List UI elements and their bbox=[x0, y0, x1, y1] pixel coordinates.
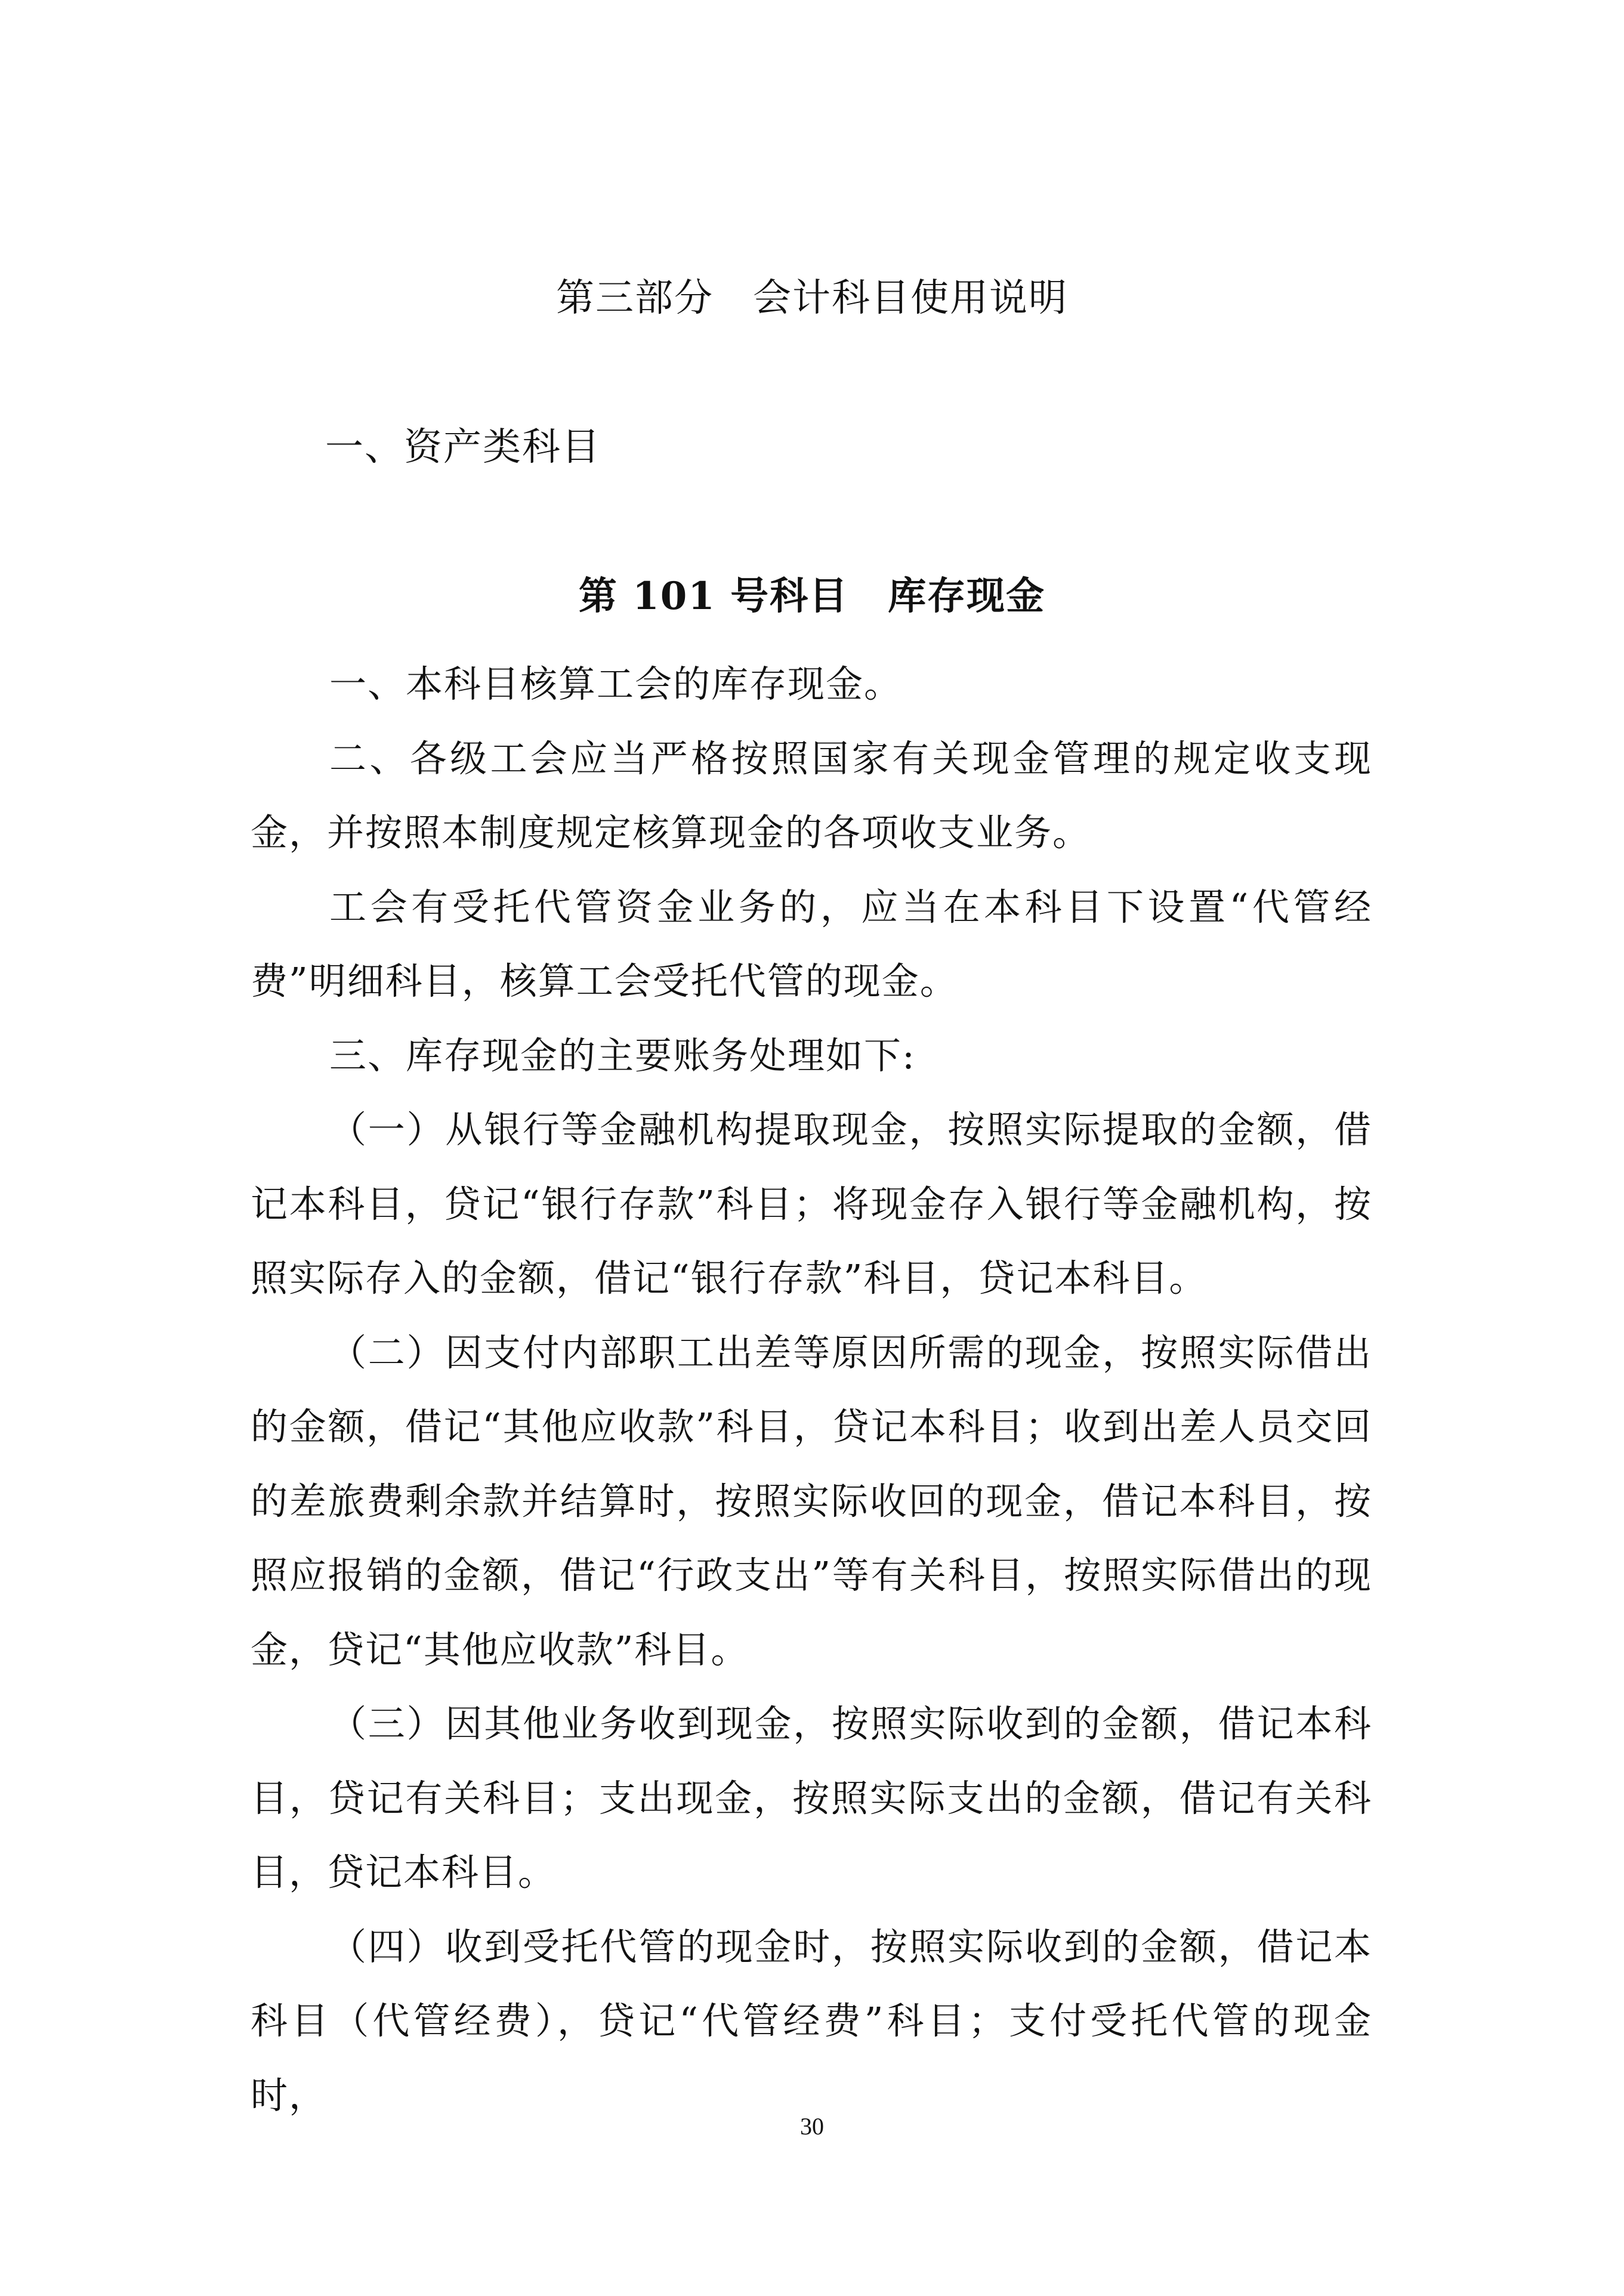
paragraph: 工会有受托代管资金业务的，应当在本科目下设置“代管经费”明细科目，核算工会受托代管的现金。 bbox=[251, 885, 1372, 1003]
part-title: 第三部分 会计科目使用说明 bbox=[556, 276, 1068, 320]
section-heading: 一、资产类科目 bbox=[325, 425, 601, 469]
paragraph: （三）因其他业务收到现金，按照实际收到的金额，借记本科目，贷记有关科目；支出现金，按照实际支出的金额，借记有关科目，贷记本科目。 bbox=[251, 1702, 1372, 1894]
subject-title: 第 101 号科目 库存现金 bbox=[578, 574, 1046, 619]
paragraph: 三、库存现金的主要账务处理如下: bbox=[329, 1033, 916, 1077]
paragraph: （二）因支付内部职工出差等原因所需的现金，按照实际借出的金额，借记“其他应收款”科目，贷记本科目；收到出差人员交回的差旅费剩余款并结算时，按照实际收回的现金，借记本科目，按照应报销的金额，借记“行政支出”等有关科目，按照实际借出的现金，贷记“其他应收款”科目。 bbox=[251, 1330, 1372, 1671]
paragraph: （一）从银行等金融机构提取现金，按照实际提取的金额，借记本科目，贷记“银行存款”科目；将现金存入银行等金融机构，按照实际存入的金额，借记“银行存款”科目，贷记本科目。 bbox=[251, 1108, 1372, 1300]
body-text bbox=[251, 647, 1372, 2133]
paragraph: 二、各级工会应当严格按照国家有关现金管理的规定收支现金，并按照本制度规定核算现金的各项收支业务。 bbox=[251, 736, 1372, 854]
page-number: 30 bbox=[800, 2113, 824, 2140]
paragraph: 一、本科目核算工会的库存现金。 bbox=[329, 662, 903, 706]
paragraph: （四）收到受托代管的现金时，按照实际收到的金额，借记本科目（代管经费），贷记“代管经费”科目；支付受托代管的现金时， bbox=[251, 1924, 1372, 2117]
